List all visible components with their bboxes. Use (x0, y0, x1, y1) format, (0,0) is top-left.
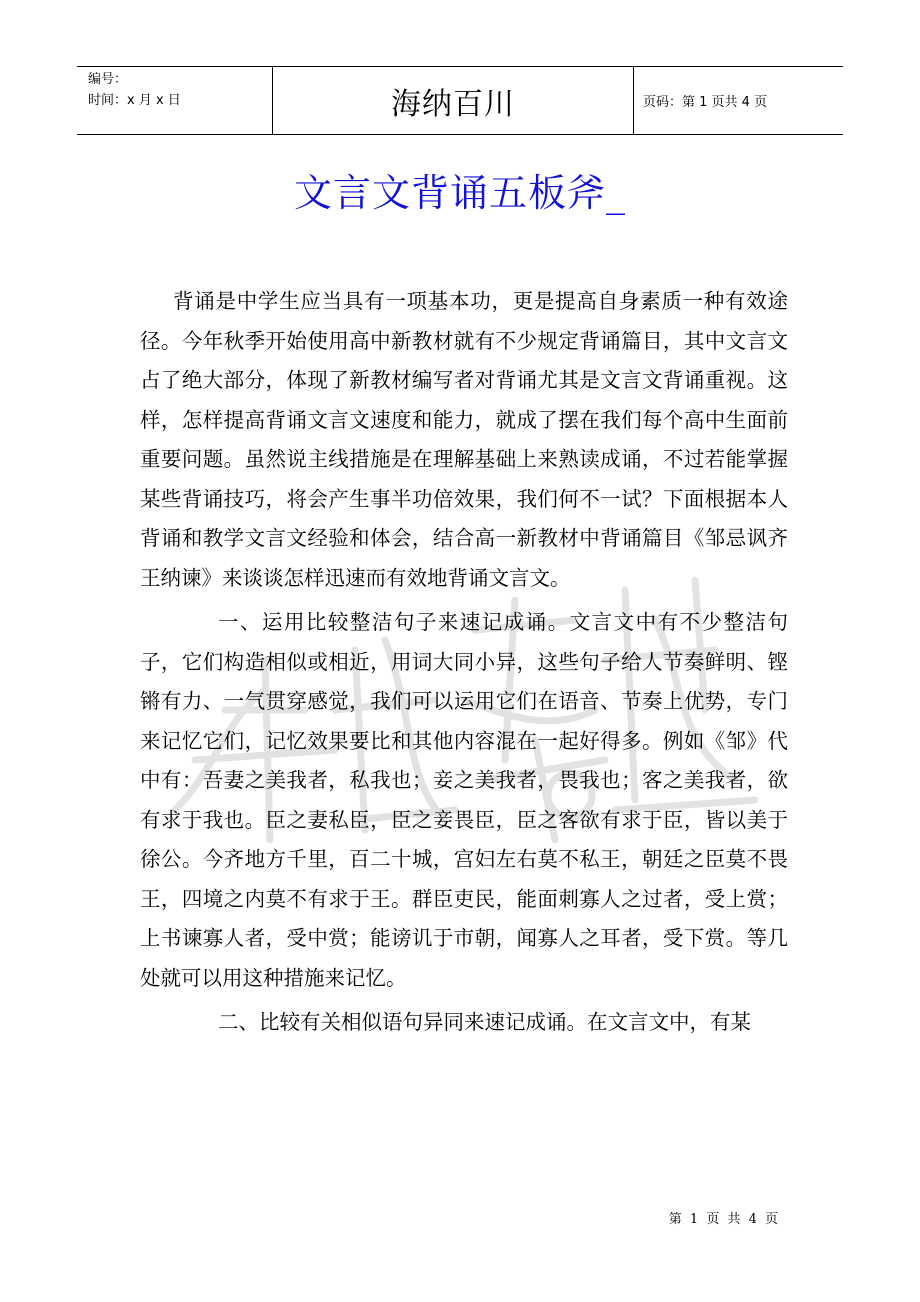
header-meta (77, 67, 273, 134)
paragraph-section-1: 一、运用比较整洁句子来速记成诵。文言文中有不少整洁句子，它们构造相似或相近，用词大同小异，这些句子给人节奏鲜明、铿锵有力、一气贯穿感觉，我们可以运用它们在语音、节奏上优势，专门来记忆它们，记忆效果要比和其他内容混在一起好得多。例如《邹》代中有：吾妻之美我者，私我也；妾之美我者，畏我也；客之美我者，欲有求于我也。臣之妻私臣，臣之妾畏臣，臣之客欲有求于臣，皆以美于徐公。今齐地方千里，百二十城，宫妇左右莫不私王，朝廷之臣莫不畏王，四境之内莫不有求于王。群臣吏民，能面刺寡人之过者，受上赏；上书谏寡人者，受中赏；能谤讥于市朝，闻寡人之耳者，受下赏。等几处就可以用这种措施来记忆。 (140, 610, 788, 990)
document-title: 文言文背诵五板斧_ (293, 171, 626, 215)
paragraph-section-2: 二、比较有关相似语句异同来速记成诵。在文言文中，有某 (218, 1010, 751, 1034)
time-label: 时间：x 月 x 日 (88, 93, 181, 108)
document-body (140, 282, 788, 1043)
paragraph-intro: 背诵是中学生应当具有一项基本功，更是提高自身素质一种有效途径。今年秋季开始使用高中新教材就有不少规定背诵篇目，其中文言文占了绝大部分，体现了新教材编写者对背诵尤其是文言文背诵重视。这样，怎样提高背诵文言文速度和能力，就成了摆在我们每个高中生面前重要问题。虽然说主线措施是在理解基础上来熟读成诵，不过若能掌握某些背诵技巧，将会产生事半功倍效果，我们何不一试？下面根据本人背诵和教学文言文经验和体会，结合高一新教材中背诵篇目《邹忌讽齐王纳谏》来谈谈怎样迅速而有效地背诵文言文。 (140, 289, 788, 590)
document-header (77, 66, 843, 135)
serial-number-label: 编号： (88, 72, 128, 87)
page-footer: 第 1 页 共 4 页 (668, 1212, 780, 1227)
header-page-number: 页码：第 1 页共 4 页 (643, 95, 768, 110)
header-brand: 海纳百川 (273, 67, 634, 134)
